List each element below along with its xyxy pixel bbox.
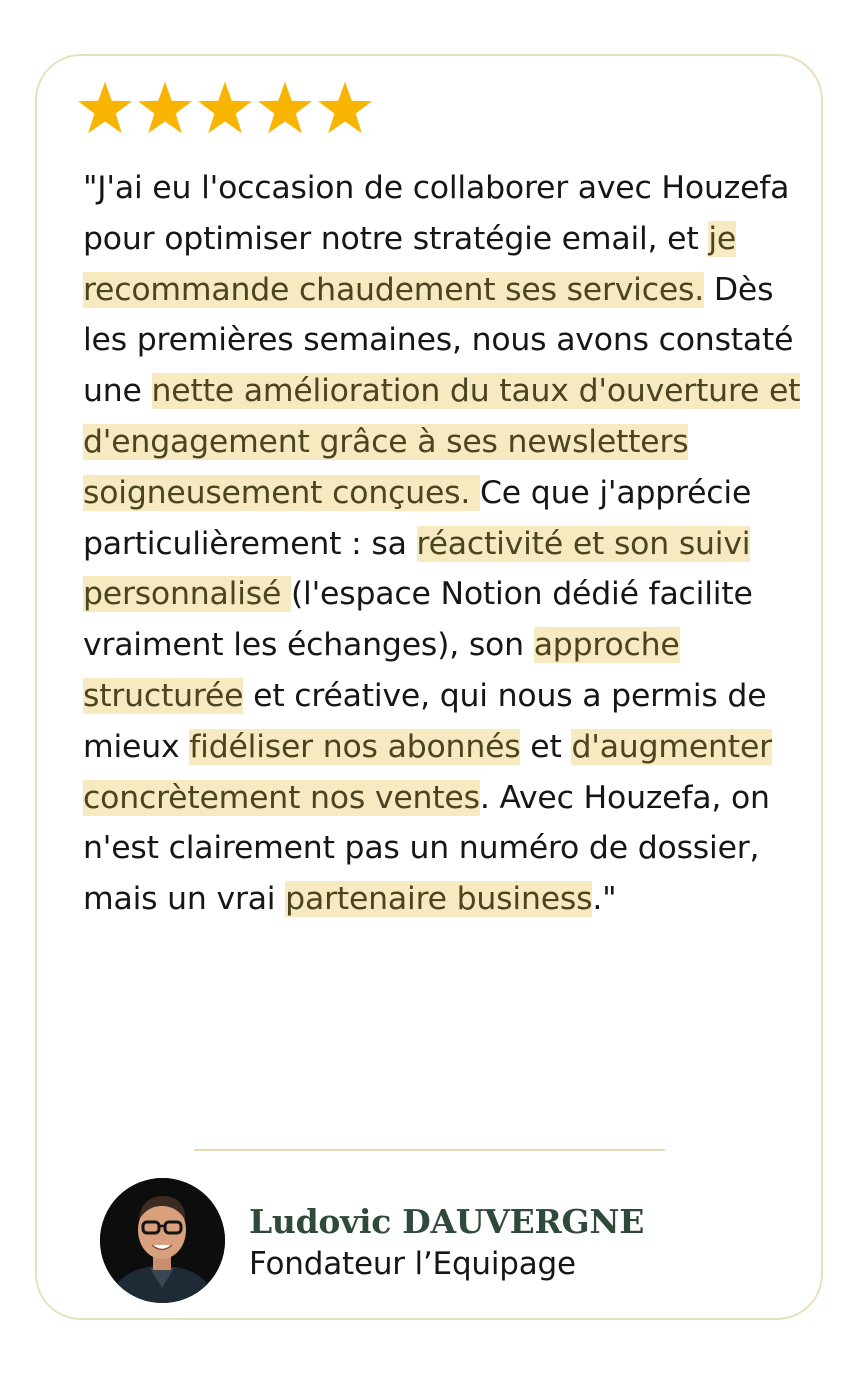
author-block <box>100 1178 644 1303</box>
avatar <box>100 1178 225 1303</box>
author-info <box>249 1201 644 1285</box>
author-name: Ludovic DAUVERGNE <box>249 1201 645 1241</box>
avatar-portrait <box>100 1178 225 1303</box>
testimonial-quote <box>83 163 813 925</box>
quote-text: et créative, qui nous a permis de mieux <box>83 677 767 765</box>
star-icon <box>257 80 313 136</box>
star-icon <box>317 80 373 136</box>
star-rating <box>77 80 373 136</box>
quote-text: Dès les premières semaines, nous avons constaté une <box>83 271 794 410</box>
divider <box>194 1149 665 1151</box>
quote-text: . Avec Houzefa, on n'est clairement pas un numéro de dossier, mais un vrai <box>83 779 770 918</box>
quote-text: et <box>520 728 572 765</box>
quote-text: "J'ai eu l'occasion de collaborer avec Houzefa pour optimiser notre stratégie email, et <box>83 170 790 257</box>
star-icon <box>137 80 193 136</box>
testimonial-card <box>35 54 823 1320</box>
author-role: Fondateur l’Equipage <box>249 1245 576 1282</box>
quote-highlight: partenaire business <box>285 881 593 918</box>
quote-text: Ce que j'apprécie particulièrement : sa <box>83 474 752 562</box>
quote-highlight: fidéliser nos abonnés <box>189 728 521 765</box>
quote-highlight: approche structurée <box>83 627 680 714</box>
quote-text: (l'espace Notion dédié facilite vraiment les échanges), son <box>83 576 753 664</box>
quote-highlight: réactivité et son suivi personnalisé <box>83 525 751 613</box>
quote-highlight: d'augmenter concrètement nos ventes <box>83 728 772 816</box>
quote-highlight: nette amélioration du taux d'ouverture et d'engagement grâce à ses newsletters soigneusement conçues. <box>83 373 801 511</box>
star-icon <box>77 80 133 136</box>
quote-text: ." <box>592 881 617 918</box>
star-icon <box>197 80 253 136</box>
quote-highlight: je recommande chaudement ses services. <box>83 220 737 308</box>
